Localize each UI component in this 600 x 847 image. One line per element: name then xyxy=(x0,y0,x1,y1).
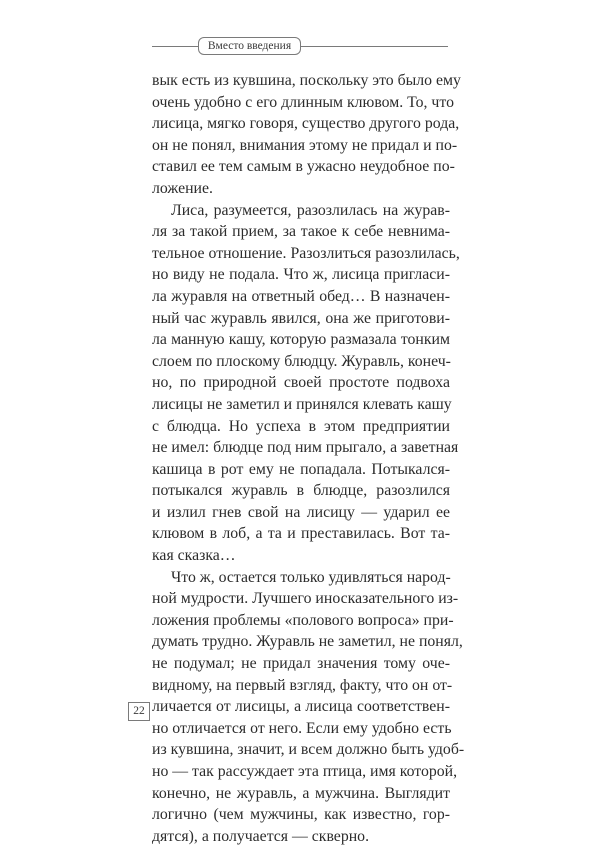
text-line: дятся), а получается — скверно. xyxy=(152,827,370,845)
text-line: потыкался журавль в блюдце, разозлился xyxy=(152,482,450,500)
section-title: Вместо введения xyxy=(198,37,301,55)
page-number: 22 xyxy=(128,702,150,721)
text-line: не имел: блюдце под ним прыгало, а заветная xyxy=(152,439,459,457)
body-text xyxy=(152,70,465,847)
text-line: думать трудно. Журавль не заметил, не понял, xyxy=(152,633,463,651)
text-line: с блюдца. Но успеха в этом предприятии xyxy=(152,417,450,435)
text-line: ла журавля на ответный обед… В назначен- xyxy=(152,287,450,305)
text-line: но отличается от него. Если ему удобно есть xyxy=(152,719,452,737)
text-line: кашица в рот ему не попадала. Потыкался- xyxy=(152,460,450,478)
text-line: он не понял, внимания этому не придал и по- xyxy=(152,136,458,154)
text-line: ставил ее тем самым в ужасно неудобное по- xyxy=(152,158,455,176)
text-line: из кувшина, значит, и всем должно быть удоб- xyxy=(152,741,465,759)
text-line: и излил гнев свой на лисицу — ударил ее xyxy=(152,503,450,521)
text-line: клювом в лоб, а та и преставилась. Вот та- xyxy=(152,525,450,543)
text-line: конечно, не журавль, а мужчина. Выглядит xyxy=(152,784,450,802)
text-line: ла манную кашу, которую размазала тонким xyxy=(152,331,450,349)
text-line: но — так рассуждает эта птица, имя которой, xyxy=(152,763,458,780)
text-line: вык есть из кувшина, поскольку это было ему xyxy=(152,72,461,89)
text-line: Что ж, остается только удивляться народ- xyxy=(171,568,451,586)
text-line: личается от лисицы, а лисица соответствен- xyxy=(152,698,450,716)
header-rule-right xyxy=(301,46,448,47)
text-line: очень удобно с его длинным клювом. То, что xyxy=(152,93,454,111)
text-line: не подумал; не придал значения тому оче- xyxy=(152,655,450,673)
running-header xyxy=(152,36,448,58)
text-line: ный час журавль явился, она же приготови- xyxy=(152,309,450,327)
text-line: ложение. xyxy=(152,179,213,197)
text-line: ложения проблемы «полового вопроса» при- xyxy=(152,611,454,629)
text-line: Лиса, разумеется, разозлилась на журав- xyxy=(171,201,450,219)
text-line: но виду не подала. Что ж, лисица пригласи- xyxy=(152,266,450,284)
text-line: кая сказка… xyxy=(152,547,236,565)
text-line: лисицы не заметил и принялся клевать кашу xyxy=(152,395,452,413)
text-line: но, по природной своей простоте подвоха xyxy=(152,374,450,392)
text-line: видному, на первый взгляд, факту, что он от- xyxy=(152,676,453,694)
text-line: логично (чем мужчины, как известно, гор- xyxy=(152,806,450,824)
text-line: ной мудрости. Лучшего иносказательного из- xyxy=(152,590,459,608)
text-line: тельное отношение. Разозлиться разозлилась, xyxy=(152,244,460,262)
header-rule-left xyxy=(152,46,198,47)
text-line: лисица, мягко говоря, существо другого рода, xyxy=(152,115,460,133)
text-line: слоем по плоскому блюдцу. Журавль, конеч- xyxy=(152,352,451,370)
text-line: ля за такой прием, за такое к себе невнима- xyxy=(152,223,450,241)
